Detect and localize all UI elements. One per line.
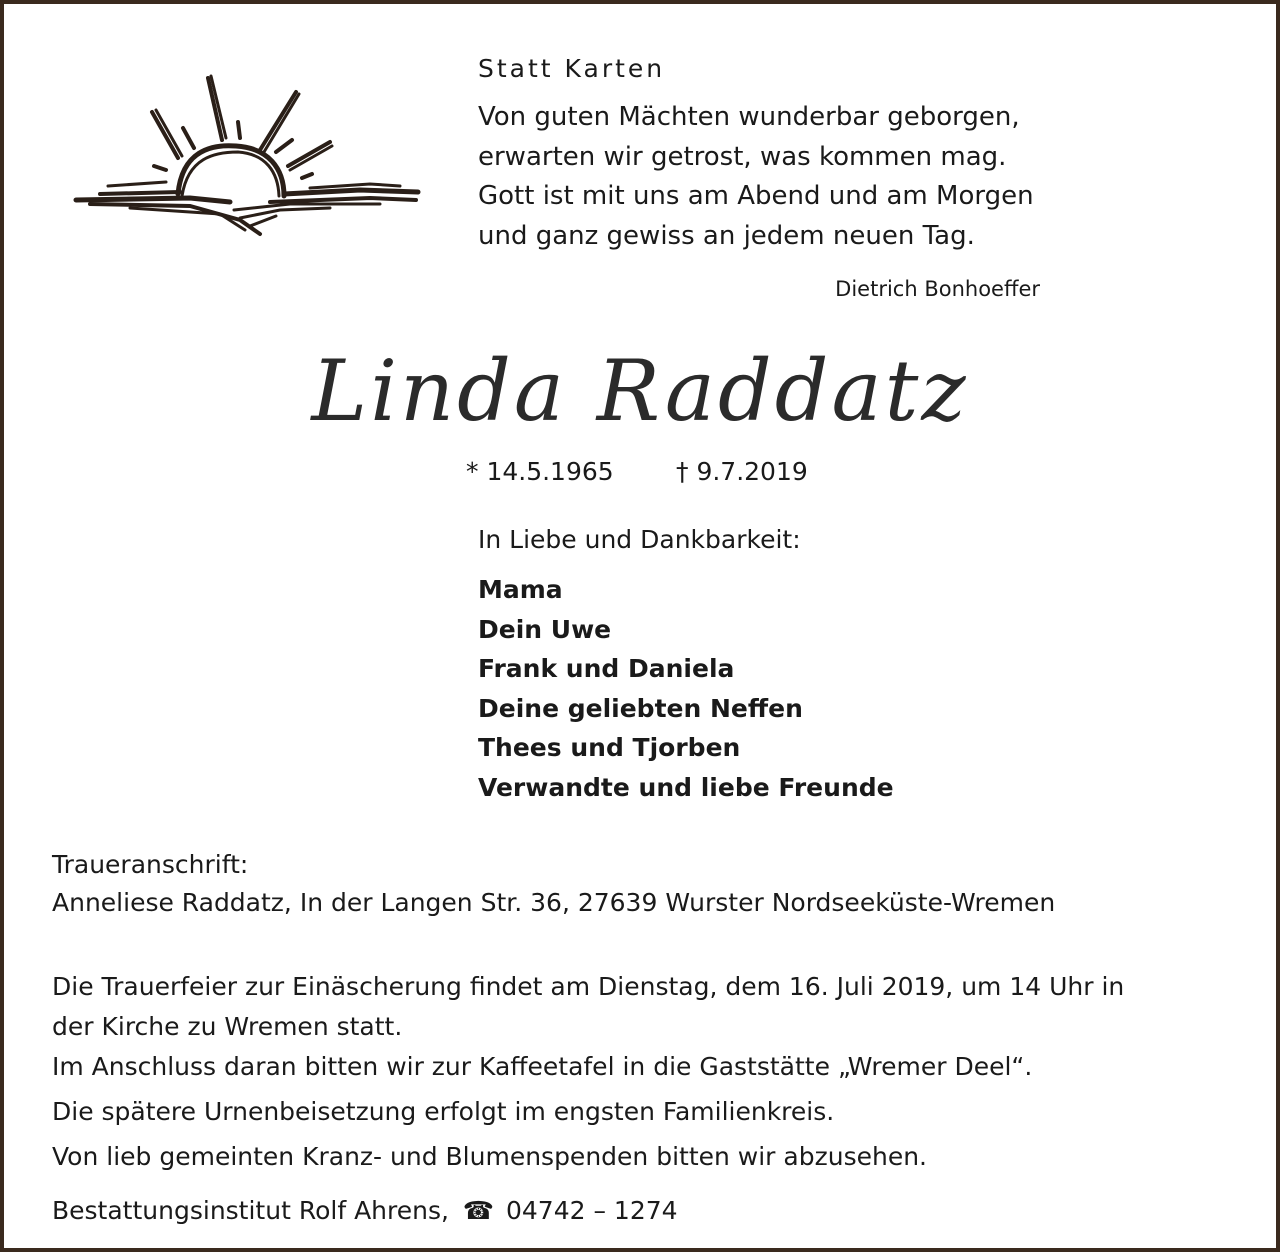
mourner-name: Deine geliebten Neffen — [478, 693, 803, 723]
funeral-line: Die Trauerfeier zur Einäscherung findet am Dienstag, dem 16. Juli 2019, um 14 Uhr in — [52, 972, 1125, 1001]
mourners-intro: In Liebe und Dankbarkeit: — [478, 525, 801, 554]
poem — [478, 98, 1034, 256]
poem-author: Dietrich Bonhoeffer — [835, 277, 1040, 301]
deceased-name: Linda Raddatz — [311, 342, 969, 440]
funeral-line: Im Anschluss daran bitten wir zur Kaffeetafel in die Gaststätte „Wremer Deel“. — [52, 1052, 1033, 1081]
mourner-name: Thees und Tjorben — [478, 733, 741, 762]
funeral-info — [52, 967, 1124, 1177]
address-label: Traueranschrift: — [52, 850, 249, 879]
birth-date: * 14.5.1965 — [466, 457, 614, 486]
death-date: † 9.7.2019 — [676, 457, 808, 486]
poem-line: Von guten Mächten wunderbar geborgen, — [478, 102, 1020, 132]
header-label: Statt Karten — [478, 54, 666, 83]
undertaker-line — [52, 1196, 678, 1225]
mourner-name: Dein Uwe — [478, 614, 612, 644]
poem-line: Gott ist mit uns am Abend und am Morgen — [478, 181, 1034, 211]
undertaker-phone: 04742 – 1274 — [505, 1196, 678, 1225]
address-text: Anneliese Raddatz, In der Langen Str. 36, 27639 Wurster Nordseeküste-Wremen — [52, 888, 1056, 917]
sunrise-sketch-icon — [70, 70, 422, 244]
funeral-line: Von lieb gemeinten Kranz- und Blumenspenden bitten wir abzusehen. — [52, 1142, 927, 1171]
funeral-line: der Kirche zu Wremen statt. — [52, 1012, 403, 1041]
telephone-icon: ☎ — [462, 1196, 495, 1225]
mourner-name: Mama — [478, 575, 563, 604]
mourner-name: Verwandte und liebe Freunde — [478, 772, 894, 802]
funeral-line: Die spätere Urnenbeisetzung erfolgt im engsten Familienkreis. — [52, 1097, 835, 1126]
mourner-name: Frank und Daniela — [478, 654, 735, 683]
poem-line: und ganz gewiss an jedem neuen Tag. — [478, 220, 975, 251]
mourners-list — [478, 570, 894, 807]
poem-line: erwarten wir getrost, was kommen mag. — [478, 141, 1007, 172]
undertaker-name: Bestattungsinstitut Rolf Ahrens, — [52, 1196, 449, 1225]
